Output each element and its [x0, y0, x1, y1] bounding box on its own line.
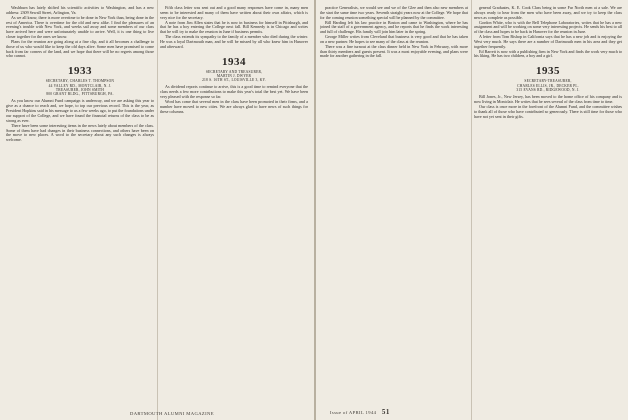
paragraph: There was a fine turnout at the class dinner held in New York in February, with more than thirty members and guests present. It was a most enjoyable evening, and plans were made for another gathering in the fall. [320, 43, 468, 59]
page-fold [314, 0, 316, 420]
class-year-heading: 1934 [222, 55, 246, 68]
class-secretary-info: SECRETARY-TREASURER, CHARLES ELLIS, JR., DECKER PL. 315 EVANS RD., RIDGEWOOD, N. J. [516, 79, 580, 92]
right-page-footer [330, 408, 390, 416]
paragraph: There have been some interesting items in the news lately about members of the class. Some of them have had changes in their business connections, and others have been on the move to new places. A word to the secretary about any such changes is always welcome. [6, 122, 154, 143]
paragraph: Gordon White, who is with the Bell Telephone Laboratories, writes that he has a new assignment and will be working on some very interesting projects. He sends his best to all of the class and hopes to be back in Hanover for the reunion in June. [474, 19, 622, 35]
paragraph: A letter from Tom Bishop in California says that he has a new job and is enjoying the West very much. He says there are a number of Dartmouth men in his area and they get together frequently. [474, 34, 622, 49]
paragraph: Word has come that several men in the class have been promoted in their firms, and a number have moved to new cities. We are always glad to have news of such things for these columns. [160, 99, 308, 114]
paragraph: As we all know, there is more overtime to be done in New York than, being done in the rest of America. There is overtime for the old and new alike. I find the pleasures of an evening's trouble with New York, and weeks sail away and some members of our class have arrived here and were unfortunately unable to arrive. Well, it is one thing to live closer together for the ones we know. [6, 14, 154, 40]
paragraph: Washburn has lately shifted his scientific activities to Washington, and has a new address: 2309 Sewall Street, Arlington, Va. [6, 6, 154, 15]
paragraph: George Miller writes from Cleveland that business is very good and that he has taken on a new partner. He hopes to see many of the class at the reunion. [320, 34, 468, 44]
paragraph: Our class is once more in the forefront of the Alumni Fund, and the committee wishes to thank all of those who have contributed so generously. There is still time for those who have not yet sent in their gifts. [474, 103, 622, 119]
class-year-heading: 1935 [536, 65, 560, 78]
issue-date: Issue of APRIL 1944 [330, 410, 377, 415]
right-column-2 [474, 6, 622, 402]
paragraph: The class extends its sympathy to the family of a member who died during the winter. He was a loyal Dartmouth man, and he will be missed by all who knew him in Hanover and afterward. [160, 34, 308, 49]
page-number: 51 [381, 408, 390, 416]
paragraph: Ed Barrett is now with a publishing firm in New York and finds the work very much to his liking. He has two children, a boy and a girl. [474, 48, 622, 59]
paragraph: practice Generalists, we would see and we of the Glee and then also new members at the start the same time two years. Seventh straight years now at the College. We hope that for the coming reunion something special will be planned by the committee. [320, 6, 468, 20]
paragraph: Fifth class letter was sent out and a good many responses have come in, many men seem to be interested and many of them have written about their own affairs, which is very nice for the secretary. [160, 6, 308, 20]
column-rule [157, 0, 158, 420]
paragraph: Plans for the reunion are going along at a fine clip, and it all becomes a challenge to those of us who would like to keep the old days alive. Some men have promised to come back from far corners of the land, and we hope that there will be no regrets among those who cannot. [6, 38, 154, 59]
left-column-2 [160, 6, 308, 402]
paragraph: A note from Jim Allen states that he is now in business for himself in Pittsburgh, and that he has a boy entering the College next fall. Bill Kennedy is in Chicago and writes that he will try to make the reunion in June if business permits. [160, 19, 308, 35]
left-column-1 [6, 6, 154, 402]
left-page-footer: DARTMOUTH ALUMNI MAGAZINE [130, 411, 214, 416]
paragraph: Bill Jones, Jr., New Jersey, has been moved to the home office of his company and is now living in Montclair. He writes that he sees several of the class from time to time. [474, 94, 622, 105]
right-column-1 [320, 6, 468, 402]
class-year-heading: 1933 [68, 65, 92, 78]
class-secretary-info: SECRETARY AND TREASURER, MARTIN J. DWYER 218 S. 16TH ST., LOUISVILLE 3, KY. [202, 69, 266, 83]
class-secretary-info: SECRETARY, CHARLES T. THOMPSON 44 VALLEY RD., MONTCLAIR, N. J. TREASURER, JOHN SMITH 800 GRANT BLDG., PITTSBURGH, PA. [45, 79, 115, 97]
paragraph: general Graduates, K. E. Cook Class being in some Far North men at a sale. We are always ready to hear from the men who have been away, and we try to keep the class news as complete as possible. [474, 6, 622, 20]
paragraph: As you know our Alumni Fund campaign is underway, and we are asking this year to give as a chance to reach and, we hope, to top our previous record. This is the year, as President Hopkins said in his message to us a few weeks ago, to put the foundations under our support of the College, and we have found the financial returns of the class to be as strong as ever. [6, 98, 154, 123]
paragraph: As dividend reports continue to arrive, this is a good time to remind everyone that the class needs a few more contributions to make this year's total the best yet. We have been very pleased with the response so far. [160, 84, 308, 100]
paragraph: Bill Harding left his law practice in Boston and came to Washington, where he has joined the staff of a government agency, and he reports that he finds the work interesting and full of challenge. His family will join him later in the spring. [320, 19, 468, 35]
column-rule [471, 0, 472, 420]
